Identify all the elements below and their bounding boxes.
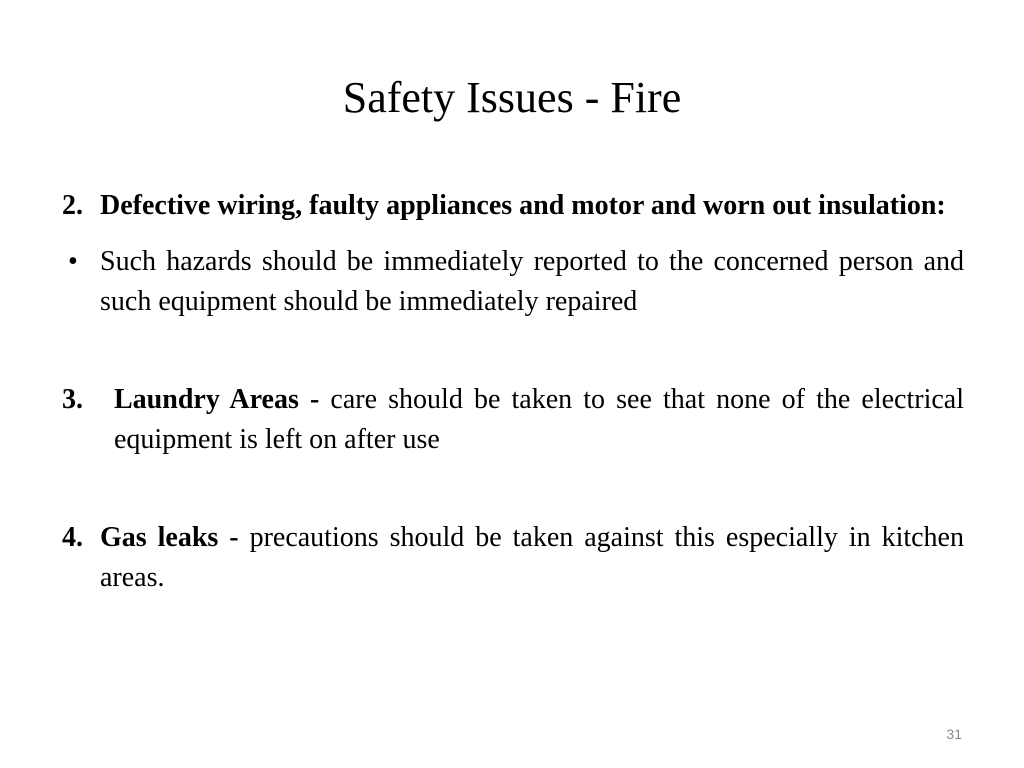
item-number: 4. (62, 522, 83, 553)
item-heading: Laundry Areas - (114, 384, 320, 415)
item-heading: Defective wiring, faulty appliances and motor and worn out insulation: (100, 190, 946, 221)
list-item-laundry-areas (62, 380, 964, 460)
bullet-item-report-hazards (62, 242, 964, 322)
list-item-gas-leaks (62, 518, 964, 598)
bullet-icon: • (68, 246, 78, 277)
page-number: 31 (946, 726, 962, 742)
bullet-text: Such hazards should be immediately reported to the concerned person and such equipment should be immediately repaired (100, 246, 964, 317)
list-item-defective-wiring (62, 186, 964, 226)
item-number: 3. (62, 384, 83, 415)
item-text: precautions should be taken against this especially in kitchen areas. (100, 522, 964, 593)
item-text: care should be taken to see that none of the electrical equipment is left on after use (114, 384, 964, 455)
item-number: 2. (62, 190, 83, 221)
slide-content (62, 186, 964, 598)
slide-title: Safety Issues - Fire (342, 73, 682, 122)
item-heading: Gas leaks - (100, 522, 239, 553)
